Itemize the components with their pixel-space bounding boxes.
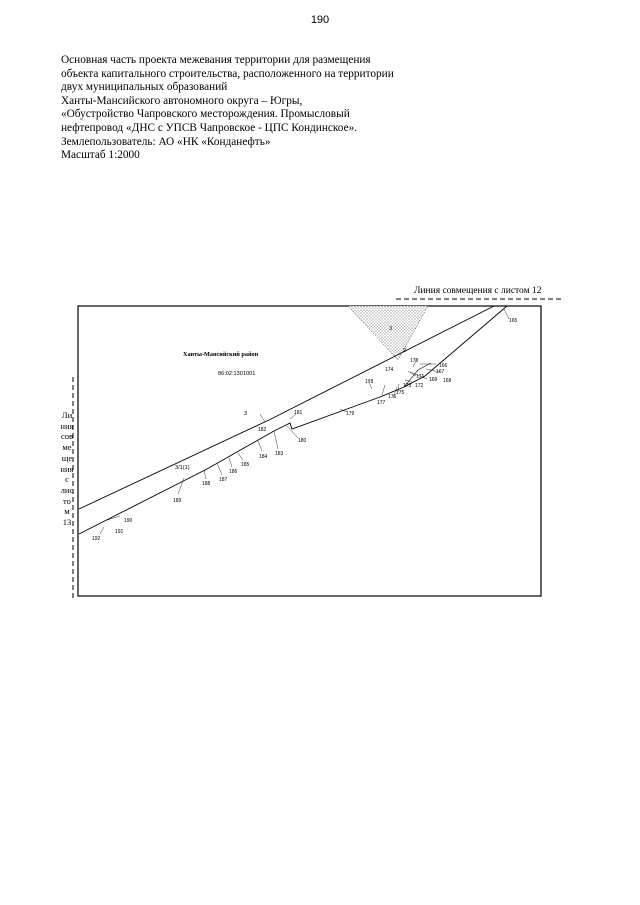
plot-label-3: 3 (244, 411, 248, 417)
point-label: 177 (377, 400, 386, 406)
sheet-link-left-line: с (65, 474, 69, 485)
sheet-link-left-line: Ли (61, 410, 73, 420)
point-label: 169 (429, 377, 438, 383)
point-label: 186 (229, 469, 238, 475)
page-number: 190 (310, 14, 330, 26)
point-label: 187 (219, 477, 228, 483)
point-label: 168 (443, 378, 452, 384)
header-line: «Обустройство Чапровского месторождения. Промысловый (61, 108, 350, 121)
point-label: 182 (258, 427, 267, 433)
hatched-parcel (348, 306, 428, 360)
point-label: 166 (439, 363, 448, 369)
sheet-link-left-line: 13 (62, 517, 72, 528)
sheet-link-left-line: ния (60, 463, 74, 474)
plot-label-3-triangle: 3 (389, 326, 393, 332)
point-label: 192 (92, 536, 101, 542)
point-label: 170 (410, 358, 419, 364)
point-label: 175 (396, 390, 405, 396)
point-label: 165 (509, 318, 518, 324)
point-label: 191 (115, 529, 124, 535)
point-label: 167 (436, 369, 445, 375)
sheet-link-left-line: м (64, 506, 70, 517)
sheet-link-left-line: ще (61, 452, 73, 463)
sheet-link-top-label: Линия совмещения с листом 12 (414, 286, 542, 296)
point-label: 189 (173, 498, 182, 504)
map-frame (78, 306, 541, 596)
sheet-link-left-line: то (63, 495, 71, 506)
corridor-lower-boundary (79, 306, 507, 534)
point-label: 185 (241, 462, 250, 468)
point-label: 172 (415, 383, 424, 389)
sheet-link-left-line: лис (60, 484, 74, 495)
plot-label-2: 2 (403, 348, 407, 354)
header-line: Ханты-Мансийского автономного округа – Югры, (61, 94, 303, 107)
point-label: 181 (294, 410, 303, 416)
sheet-link-left-line: ме (62, 442, 72, 453)
header-line: двух муниципальных образований (61, 81, 228, 94)
point-label: 174 (385, 367, 394, 373)
point-label: 179 (346, 411, 355, 417)
point-label: 171 (416, 374, 425, 380)
district-label: Ханты-Мансийский район (183, 351, 259, 358)
scale-line: Масштаб 1:2000 (61, 149, 140, 162)
header-line: Основная часть проекта межевания территории для размещения (61, 54, 371, 66)
corridor-upper-boundary (79, 306, 494, 509)
land-user-line: Землепользователь: АО «НК «Конданефть» (61, 135, 271, 148)
cadastral-block-label: 86:02:1301001 (218, 371, 256, 377)
point-label: 188 (202, 481, 211, 487)
header-line: нефтепровод «ДНС с УПСВ Чапровское - ЦПС Кондинское». (61, 121, 358, 134)
point-label: 183 (275, 451, 284, 457)
header-line: объекта капитального строительства, расположенного на территории (61, 67, 394, 80)
point-label: 180 (298, 438, 307, 444)
point-label: 176 (388, 394, 397, 400)
point-label: 178 (365, 379, 374, 385)
point-label: 184 (259, 454, 268, 460)
sheet-link-left-line: ния (60, 420, 74, 431)
plot-label-3-1: 3/1(1) (175, 465, 190, 471)
point-label: 190 (124, 518, 133, 524)
point-label: 173 (403, 383, 412, 389)
leader-lines (100, 309, 509, 534)
sheet-link-left-line: сов (60, 431, 74, 442)
